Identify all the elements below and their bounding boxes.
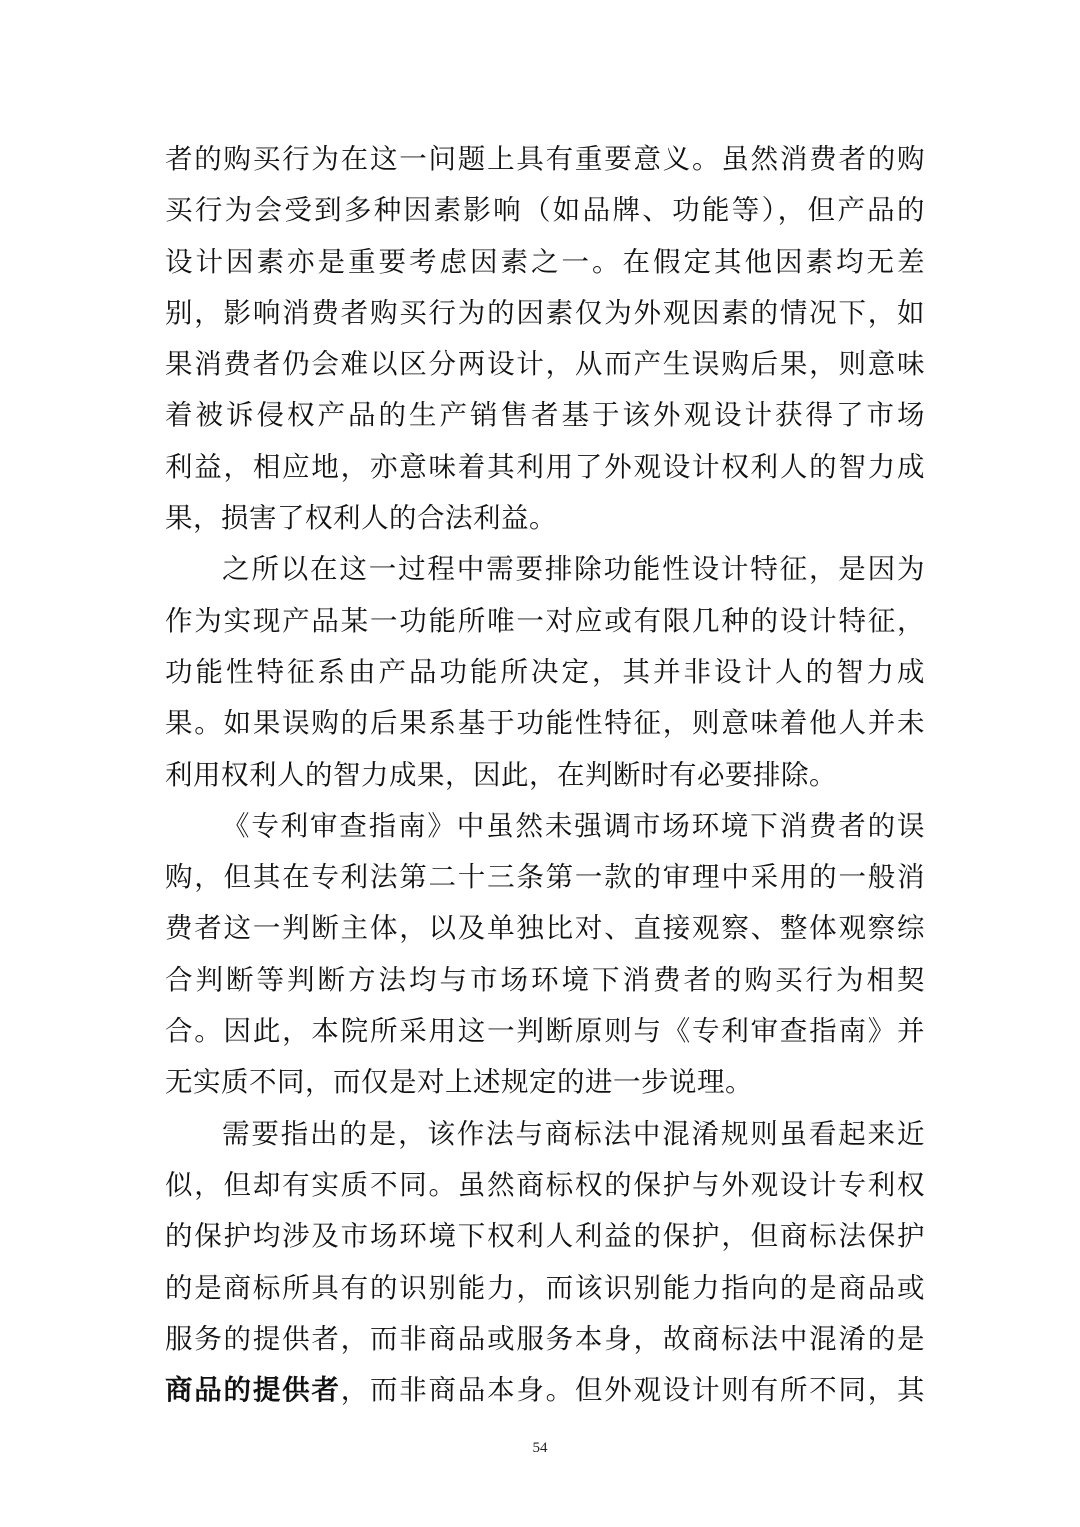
text-line: 需要指出的是，该作法与商标法中混淆规则虽看起来近 (222, 1117, 925, 1150)
text-line: 费者这一判断主体，以及单独比对、直接观察、整体观察综 (165, 912, 925, 945)
text-line: 果，损害了权利人的合法利益。 (165, 502, 557, 535)
text-segment: ，而非商品本身。但外观设计则有所不同，其 (340, 1374, 926, 1407)
text-line: 买行为会受到多种因素影响（如品牌、功能等），但产品的 (165, 194, 925, 227)
text-line: 利益，相应地，亦意味着其利用了外观设计权利人的智力成 (165, 450, 925, 483)
text-line: 功能性特征系由产品功能所决定，其并非设计人的智力成 (165, 655, 925, 688)
text-line: 作为实现产品某一功能所唯一对应或有限几种的设计特征， (165, 604, 925, 637)
text-line: 别，影响消费者购买行为的因素仅为外观因素的情况下，如 (165, 296, 925, 329)
text-line: 购，但其在专利法第二十三条第一款的审理中采用的一般消 (165, 861, 925, 894)
text-line: 之所以在这一过程中需要排除功能性设计特征，是因为 (222, 553, 925, 586)
text-line (165, 1365, 925, 1416)
text-line: 《专利审查指南》中虽然未强调市场环境下消费者的误 (222, 809, 925, 842)
text-line: 果消费者仍会难以区分两设计，从而产生误购后果，则意味 (165, 348, 925, 381)
text-line: 果。如果误购的后果系基于功能性特征，则意味着他人并未 (165, 707, 925, 740)
page-number: 54 (532, 1440, 548, 1456)
text-line: 的保护均涉及市场环境下权利人利益的保护，但商标法保护 (165, 1220, 925, 1253)
text-line: 合判断等判断方法均与市场环境下消费者的购买行为相契 (165, 963, 925, 996)
text-line: 服务的提供者，而非商品或服务本身，故商标法中混淆的是 (165, 1322, 925, 1355)
text-line: 合。因此，本院所采用这一判断原则与《专利审查指南》并 (165, 1015, 925, 1048)
text-line: 者的购买行为在这一问题上具有重要意义。虽然消费者的购 (165, 143, 925, 175)
body-text (165, 134, 925, 1416)
text-line: 的是商标所具有的识别能力，而该识别能力指向的是商品或 (165, 1271, 925, 1304)
text-line: 似，但却有实质不同。虽然商标权的保护与外观设计专利权 (165, 1168, 925, 1201)
text-line: 着被诉侵权产品的生产销售者基于该外观设计获得了市场 (165, 399, 925, 432)
text-line: 设计因素亦是重要考虑因素之一。在假定其他因素均无差 (165, 245, 925, 278)
text-line: 无实质不同，而仅是对上述规定的进一步说理。 (165, 1066, 753, 1099)
emphasized-text: 商品的提供者 (165, 1374, 341, 1407)
text-line: 利用权利人的智力成果，因此，在判断时有必要排除。 (165, 758, 837, 791)
